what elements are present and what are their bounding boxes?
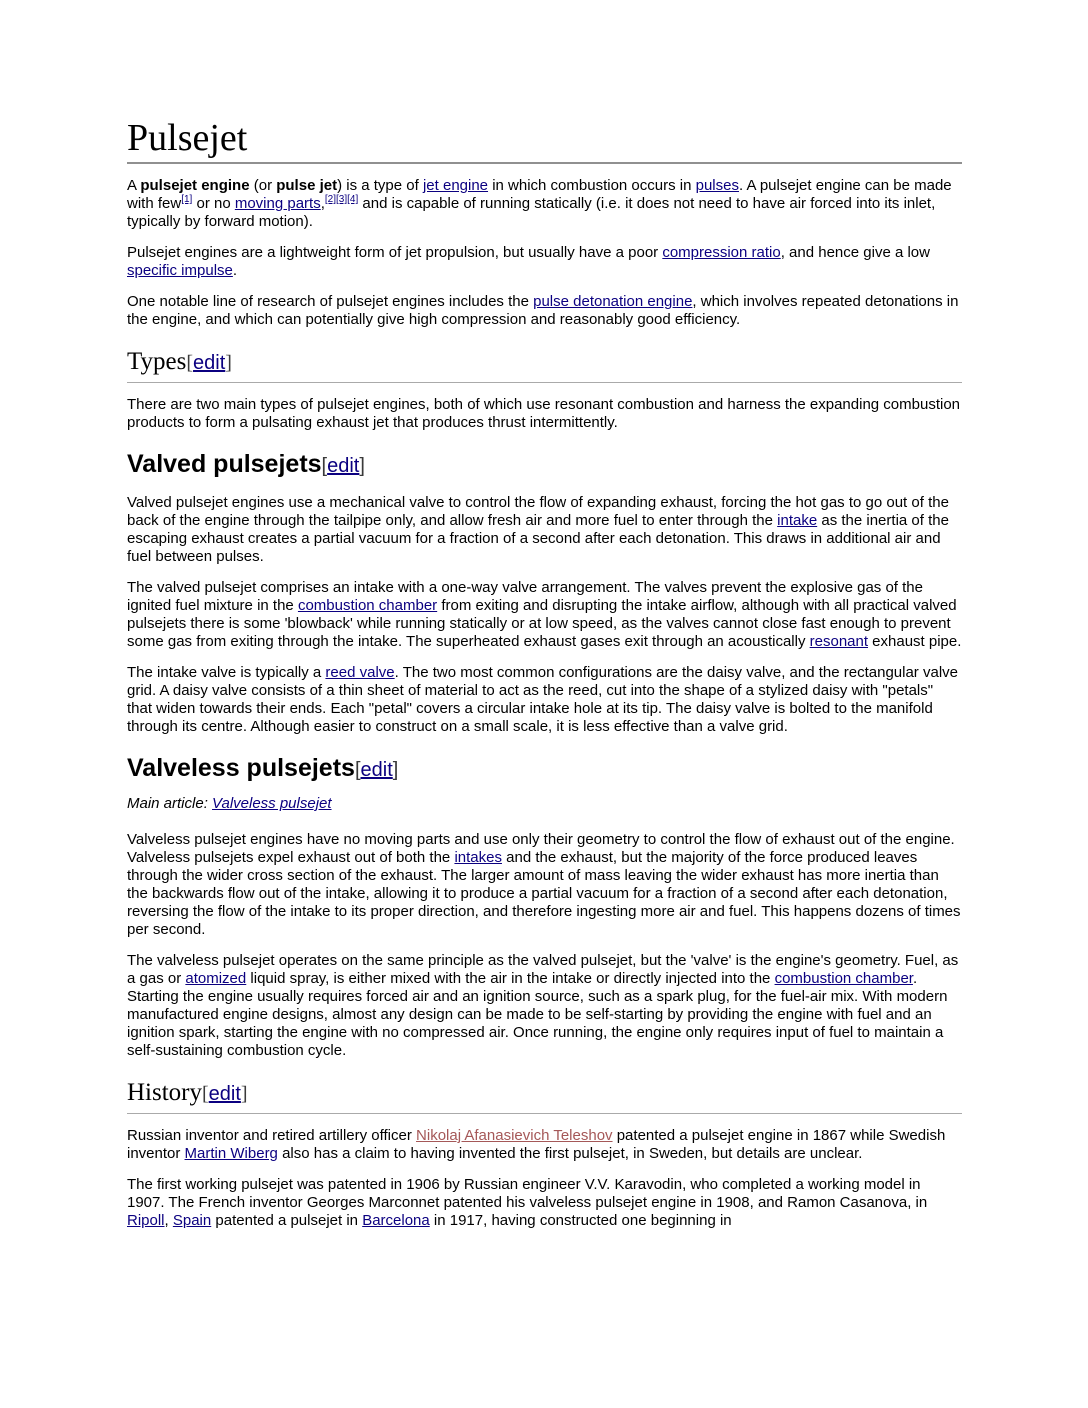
edit-bracket-open: [	[354, 759, 361, 781]
edit-link[interactable]: edit	[193, 352, 226, 374]
section-title: Types	[127, 348, 187, 375]
wiki-link[interactable]: Ripoll	[127, 1212, 165, 1229]
wiki-link[interactable]: combustion chamber	[297, 597, 438, 614]
main-article-note: Main article: Valveless pulsejet	[127, 795, 332, 812]
wiki-link[interactable]: reed valve	[325, 664, 395, 681]
paragraph: One notable line of research of pulsejet engines includes the pulse detonation engine, which involves repeated detonations in the engine, and which can potentially give high compression and reasonably good efficiency.	[127, 293, 959, 328]
reference-marker	[181, 194, 192, 205]
edit-bracket-close: ]	[225, 352, 232, 374]
edit-bracket-close: ]	[359, 455, 365, 477]
wiki-link[interactable]: compression ratio	[662, 244, 781, 261]
article-title: Pulsejet	[127, 116, 962, 164]
paragraph: The valveless pulsejet operates on the same principle as the valved pulsejet, but the 'valve' is the engine's geometry. Fuel, as a gas or atomized liquid spray, is either mixed with the air in the intake or directly injected into the combustion chamber. Starting the engine usually requires forced air and an ignition source, such as a spark plug, for the fuel-air mix. With modern manufactured engine designs, almost any design can be made to be self-starting by providing the engine with fuel and an ignition spark, starting the engine with no compressed air. Once running, the engine only requires input of fuel to maintain a self-sustaining combustion cycle.	[127, 952, 959, 1059]
edit-bracket-open: [	[202, 1083, 209, 1105]
paragraph: The first working pulsejet was patented in 1906 by Russian engineer V.V. Karavodin, who completed a working model in 1907. The French inventor Georges Marconnet patented his valveless pulsejet engine in 1908, and Ramon Casanova, in Ripoll, Spain patented a pulsejet in Barcelona in 1917, having constructed one beginning in	[127, 1176, 928, 1229]
paragraph: A pulsejet engine (or pulse jet) is a type of jet engine in which combustion occurs in pulses. A pulsejet engine can be made with few[1] or no moving parts,[2][3][4] and is capable of running statically (i.e. it does not need to have air forced into its inlet, typically by forward motion).	[127, 177, 952, 230]
wiki-link[interactable]: jet engine	[422, 177, 489, 194]
wiki-link[interactable]: Spain	[172, 1212, 212, 1229]
reference-link[interactable]: [3]	[336, 194, 348, 205]
section-title: History	[127, 1079, 202, 1106]
paragraph: Valved pulsejet engines use a mechanical valve to control the flow of expanding exhaust, forcing the hot gas to go out of the back of the engine through the tailpipe only, and allow fresh air and more fuel to enter through the intake as the inertia of the escaping exhaust creates a partial vacuum for a fraction of a second after each detonation. This draws in additional air and fuel between pulses.	[127, 494, 949, 565]
wiki-link[interactable]: Martin Wiberg	[184, 1145, 278, 1162]
wiki-link[interactable]: Barcelona	[362, 1212, 430, 1229]
paragraph: There are two main types of pulsejet engines, both of which use resonant combustion and harness the expanding combustion products to form a pulsating exhaust jet that produces thrust intermittently.	[127, 396, 961, 431]
edit-section	[355, 759, 398, 781]
section-heading-valveless-pulsejets	[127, 754, 962, 785]
reference-link[interactable]: [4]	[347, 194, 359, 205]
edit-bracket-open: [	[186, 352, 194, 374]
edit-bracket-close: ]	[392, 759, 399, 781]
section-heading-history	[127, 1078, 962, 1114]
wiki-link[interactable]: Valveless pulsejet	[212, 795, 332, 812]
paragraph: Pulsejet engines are a lightweight form of jet propulsion, but usually have a poor compression ratio, and hence give a low specific impulse.	[127, 244, 930, 279]
edit-section	[202, 1083, 248, 1105]
wiki-link[interactable]: specific impulse	[127, 262, 233, 279]
edit-section	[322, 455, 365, 477]
paragraph: The intake valve is typically a reed valve. The two most common configurations are the daisy valve, and the rectangular valve grid. A daisy valve consists of a thin sheet of material to act as the reed, cut into the shape of a stylized daisy with "petals" that widen towards their ends. Each "petal" covers a circular intake hole at its tip. The daisy valve is bolted to the manifold through its centre. Although easier to construct on a small scale, it is less effective than a valve grid.	[127, 664, 958, 735]
edit-link[interactable]: edit	[360, 759, 393, 781]
wiki-link[interactable]: pulses	[695, 177, 739, 194]
reference-marker	[325, 194, 336, 205]
edit-link[interactable]: edit	[327, 455, 360, 477]
paragraph: Valveless pulsejet engines have no moving parts and use only their geometry to control the flow of exhaust out of the engine. Valveless pulsejets expel exhaust out of both the intakes and the exhaust, but the majority of the force produced leaves through the wider cross section of the exhaust. The larger amount of mass leaving the wider exhaust has more inertia than the backwards flow out of the intake, allowing it to produce a partial vacuum for a fraction of a second after each detonation, reversing the flow of the intake to its proper direction, and therefore ingesting more air and fuel. This happens dozens of times per second.	[127, 831, 961, 938]
wiki-link[interactable]: resonant	[809, 633, 869, 650]
wiki-link[interactable]: intake	[777, 512, 818, 529]
reference-marker	[347, 194, 358, 205]
section-heading-valved-pulsejets	[127, 450, 962, 481]
reference-marker	[336, 194, 347, 205]
wiki-link[interactable]: combustion chamber	[774, 970, 913, 987]
section-title: Valved pulsejets	[127, 450, 322, 478]
reference-link[interactable]: [1]	[181, 194, 193, 205]
reference-link[interactable]: [2]	[324, 194, 337, 205]
edit-link[interactable]: edit	[208, 1083, 241, 1105]
wiki-link[interactable]: pulse detonation engine	[533, 293, 693, 310]
edit-section	[186, 352, 232, 374]
red-wiki-link[interactable]: Nikolaj Afanasievich Teleshov	[416, 1127, 613, 1144]
edit-bracket-close: ]	[240, 1083, 248, 1105]
bold-text: pulse jet	[276, 177, 338, 194]
wiki-link[interactable]: atomized	[185, 970, 247, 987]
section-title: Valveless pulsejets	[127, 754, 355, 782]
paragraph: Russian inventor and retired artillery officer Nikolaj Afanasievich Teleshov patented a pulsejet engine in 1867 while Swedish inventor Martin Wiberg also has a claim to having invented the first pulsejet, in Sweden, but details are unclear.	[127, 1127, 946, 1162]
section-heading-types	[127, 347, 962, 383]
bold-text: pulsejet engine	[140, 177, 250, 194]
wiki-link[interactable]: moving parts	[234, 195, 321, 212]
wiki-link[interactable]: intakes	[454, 849, 502, 866]
paragraph: The valved pulsejet comprises an intake with a one-way valve arrangement. The valves prevent the explosive gas of the ignited fuel mixture in the combustion chamber from exiting and disrupting the intake airflow, although with all practical valved pulsejets there is some 'blowback' while running statically or at low speed, as the valves cannot close fast enough to prevent some gas from exiting through the intake. The superheated exhaust gases exit through an acoustically resonant exhaust pipe.	[127, 579, 962, 650]
edit-bracket-open: [	[321, 455, 328, 477]
